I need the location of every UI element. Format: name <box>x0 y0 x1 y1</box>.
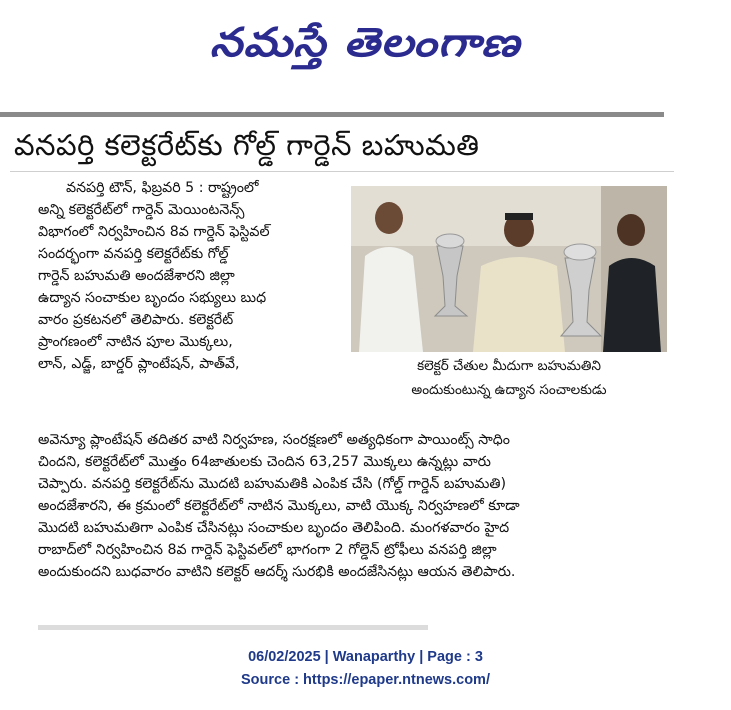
article-line: లాన్, ఎడ్జ్, బార్డర్ ప్లాంటేషన్, పాత్‌వే, <box>38 356 240 372</box>
article-line: మొదటి బహుమతిగా ఎంపిక చేసినట్లు సంచాకుల బృందం తెలిపింది. మంగళవారం హైద <box>38 520 510 536</box>
article-line: చెప్పారు. వనపర్తి కలెక్టరేట్‌ను మొదటి బహుమతికి ఎంపిక చేసి (గోల్డ్ గార్డెన్ బహుమతి) <box>38 476 507 492</box>
article-line: అందజేశారని, ఈ క్రమంలో కలెక్టరేట్‌లో నాటిన మొక్కలు, వాటి యొక్క నిర్వహణలో కూడా <box>38 498 520 514</box>
article-line: సందర్భంగా వనపర్తి కలెక్టరేట్‌కు గోల్డ్ <box>38 246 229 262</box>
footer <box>0 646 731 692</box>
article-line: చిందని, కలెక్టరేట్‌లో మొత్తం 64జాతులకు చెందిన 63,257 మొక్కలు ఉన్నట్లు వారు <box>38 454 491 470</box>
footer-date-edition: 06/02/2025 | Wanaparthy | Page : 3 <box>248 649 483 665</box>
article-line: అందుకుందని బుధవారం వాటిని కలెక్టర్ ఆదర్శ్ సురభికి అందజేసినట్లు ఆయన తెలిపారు. <box>38 564 516 580</box>
article-line: గార్డెన్ బహుమతి అందజేశారని జిల్లా <box>38 268 235 284</box>
photo-caption-line: అందుకుంటున్న ఉద్యాన సంచాలకుడు <box>411 382 607 398</box>
newspaper-logo-title: నమస్తే తెలంగాణ <box>210 20 521 66</box>
article-headline: వనపర్తి కలెక్టరేట్‌కు గోల్డ్ గార్డెన్ బహుమతి <box>14 128 480 162</box>
article-line: అవెన్యూ ప్లాంటేషన్ తదితర వాటి నిర్వహణ, సంరక్షణలో అత్యధికంగా పాయింట్స్ సాధిం <box>38 432 511 448</box>
footer-source: Source : https://epaper.ntnews.com/ <box>241 672 490 688</box>
photo-caption <box>351 354 667 408</box>
trophy-presentation-photo <box>351 186 667 352</box>
clipped-text-remnant <box>38 622 428 634</box>
article-line: ఉద్యాన సంచాకుల బృందం సభ్యులు బుధ <box>38 290 267 306</box>
article-line: వారం ప్రకటనలో తెలిపారు. కలెక్టరేట్ <box>38 312 234 328</box>
article-line: రాబాద్‌లో నిర్వహించిన 8వ గార్డెన్ ఫెస్టివల్‌లో భాగంగా 2 గోల్డెన్ ట్రోఫీలు వనపర్తి జిల్లా <box>38 542 497 558</box>
article-photo <box>351 186 667 352</box>
headline-divider <box>10 171 674 172</box>
photo-caption-line: కలెక్టర్ చేతుల మీదుగా బహుమతిని <box>417 358 601 374</box>
article-line: అన్ని కలెక్టరేట్‌లో గార్డెన్ మెయింటనెన్స్ <box>38 202 245 218</box>
masthead <box>0 0 731 96</box>
masthead-divider <box>0 112 664 117</box>
article-line: ప్రాంగణంలో నాటిన పూల మొక్కలు, <box>38 334 233 350</box>
article-line: విభాగంలో నిర్వహించిన 8వ గార్డెన్ ఫెస్టివల్ <box>38 224 270 240</box>
article-line: వనపర్తి టౌన్, ఫిబ్రవరి 5 : రాష్ట్రంలో <box>66 180 259 196</box>
